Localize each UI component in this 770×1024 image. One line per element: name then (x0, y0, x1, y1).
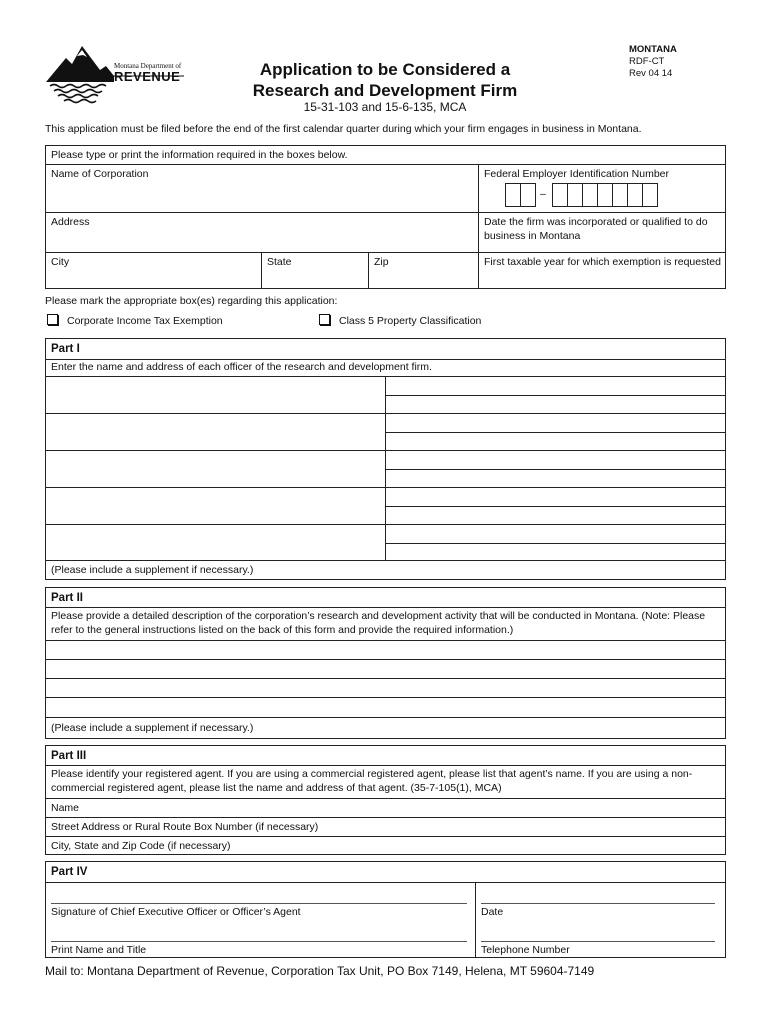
class5-property-label: Class 5 Property Classification (339, 315, 482, 327)
telephone-field[interactable] (476, 920, 725, 958)
fein-label: Federal Employer Identification Number (484, 168, 670, 180)
officer-address-line[interactable] (386, 432, 725, 451)
form-title-line2: Research and Development Firm (252, 81, 518, 100)
fein-digit-box[interactable] (582, 183, 598, 207)
description-line[interactable] (46, 659, 725, 678)
incorporation-date-field[interactable] (478, 212, 726, 252)
officer-name-field[interactable] (46, 524, 385, 560)
zip-field[interactable] (368, 252, 478, 289)
revision-date: Rev 04 14 (629, 68, 673, 79)
info-box (45, 145, 726, 289)
officer-address-line[interactable] (386, 395, 725, 414)
part4-section (45, 861, 726, 958)
part3-instruction: Please identify your registered agent. If you are using a commercial registered agent, please list that agent’s name. If you are using a non-commercial registered agent, please list the name and address of that agent. (35-7-105(1), MCA) (51, 768, 693, 794)
checkbox-icon[interactable] (47, 314, 58, 325)
logo-revenue: REVENUE (114, 69, 181, 84)
officer-name-field[interactable] (46, 376, 385, 413)
filing-instructions: This application must be filed before the end of the first calendar quarter during which your firm engages in business in Montana. (45, 123, 642, 135)
part2-section (45, 587, 726, 739)
officer-address-line[interactable] (386, 469, 725, 488)
form-title-line1: Application to be Considered a (259, 60, 511, 79)
form-number: RDF-CT (629, 56, 665, 67)
form-id-block (629, 44, 677, 80)
class5-property-option[interactable] (319, 314, 481, 327)
agent-street-label: Street Address or Rural Route Box Number (if necessary) (51, 821, 319, 833)
description-line[interactable] (46, 678, 725, 697)
zip-label: Zip (374, 256, 389, 268)
agent-street-field[interactable] (46, 817, 725, 836)
city-field[interactable] (46, 252, 261, 289)
corporation-name-label: Name of Corporation (51, 168, 149, 180)
statute-reference: 15-31-103 and 15-6-135, MCA (303, 100, 467, 114)
part3-section (45, 745, 726, 855)
fein-digit-box[interactable] (505, 183, 521, 207)
part4-heading: Part IV (51, 866, 88, 878)
fein-digit-box[interactable] (552, 183, 568, 207)
fein-digit-box[interactable] (597, 183, 613, 207)
fein-dash: – (540, 188, 546, 200)
revenue-logo (44, 44, 189, 104)
part1-instruction: Enter the name and address of each officer of the research and development firm. (51, 361, 432, 373)
print-name-label: Print Name and Title (51, 944, 147, 956)
agent-name-field[interactable] (46, 798, 725, 817)
officer-name-field[interactable] (46, 450, 385, 487)
date-label: Date (481, 906, 504, 918)
part2-instruction: Please provide a detailed description of the corporation’s research and development activity that will be conducted in Montana. (Note: Please refer to the general instructions listed on the back of this form and provide the required information.) (51, 610, 706, 636)
agent-city-label: City, State and Zip Code (if necessary) (51, 840, 231, 852)
logo-department: Montana Department of (114, 62, 182, 70)
officer-address-line[interactable] (386, 543, 725, 561)
taxable-year-label: First taxable year for which exemption is requested (484, 256, 721, 268)
fein-digit-box[interactable] (567, 183, 583, 207)
city-label: City (51, 256, 70, 268)
corporate-income-tax-option[interactable] (47, 314, 223, 327)
corporation-name-field[interactable] (46, 164, 478, 212)
officer-name-field[interactable] (46, 487, 385, 524)
fein-digit-box[interactable] (627, 183, 643, 207)
part1-heading: Part I (51, 343, 80, 355)
print-name-field[interactable] (46, 920, 475, 958)
officer-address-line[interactable] (386, 376, 725, 394)
description-line[interactable] (46, 640, 725, 659)
telephone-label: Telephone Number (481, 944, 570, 956)
state-field-label: State (267, 256, 292, 268)
corporate-income-tax-label: Corporate Income Tax Exemption (67, 315, 223, 327)
mailing-address: Mail to: Montana Department of Revenue, Corporation Tax Unit, PO Box 7149, Helena, MT 59604-7149 (45, 964, 595, 978)
part1-section (45, 338, 726, 580)
fein-field (478, 164, 726, 212)
state-field[interactable] (261, 252, 368, 289)
fein-digit-box[interactable] (612, 183, 628, 207)
agent-name-label: Name (51, 802, 80, 814)
date-field[interactable] (476, 882, 725, 920)
info-instruction: Please type or print the information required in the boxes below. (51, 149, 348, 161)
part1-supplement-note: (Please include a supplement if necessary.) (51, 564, 254, 576)
signature-label: Signature of Chief Executive Officer or Officer’s Agent (51, 906, 301, 918)
signature-field[interactable] (46, 882, 475, 920)
part2-heading: Part II (51, 592, 83, 604)
part3-heading: Part III (51, 750, 87, 762)
checkbox-icon[interactable] (319, 314, 330, 325)
agent-city-field[interactable] (46, 836, 725, 855)
state-label: MONTANA (629, 44, 677, 55)
address-field[interactable] (46, 212, 478, 252)
description-line[interactable] (46, 697, 725, 717)
officer-address-line[interactable] (386, 506, 725, 525)
part2-supplement-note: (Please include a supplement if necessary.) (51, 722, 254, 734)
fein-digit-box[interactable] (520, 183, 536, 207)
taxable-year-field[interactable] (478, 252, 726, 289)
address-label: Address (51, 216, 90, 228)
incorporation-date-label: Date the firm was incorporated or qualified to do business in Montana (484, 216, 708, 242)
fein-digit-box[interactable] (642, 183, 658, 207)
checkbox-prompt: Please mark the appropriate box(es) regarding this application: (45, 295, 338, 307)
officer-name-field[interactable] (46, 413, 385, 450)
